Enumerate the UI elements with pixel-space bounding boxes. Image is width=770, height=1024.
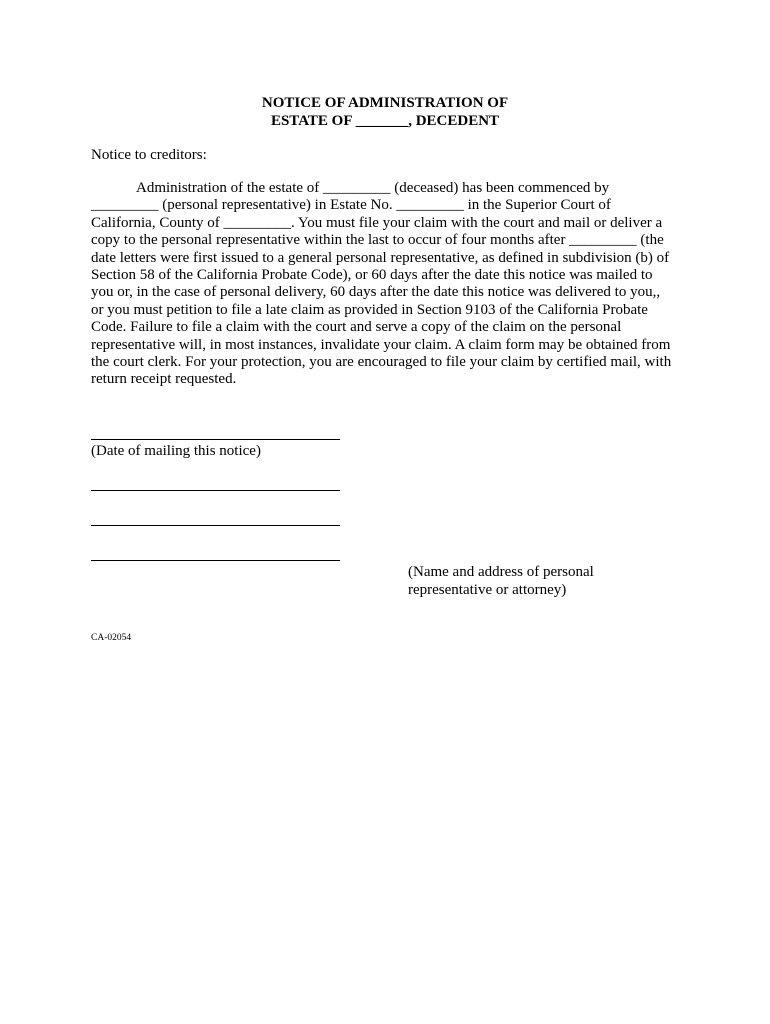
notice-body-paragraph	[91, 180, 683, 389]
representative-caption-line-1: (Name and address of personal	[408, 564, 594, 580]
body-line: the court clerk. For your protection, you are encouraged to file your claim by certified mail, with	[91, 354, 672, 371]
representative-caption	[408, 564, 594, 599]
body-line: copy to the personal representative within the last to occur of four months after _________ (the	[91, 232, 664, 249]
body-line: date letters were first issued to a general personal representative, as defined in subdivision (b) of	[91, 249, 670, 266]
body-line: Administration of the estate of _________ (deceased) has been commenced by	[136, 180, 610, 196]
body-line: representative will, in most instances, invalidate your claim. A claim form may be obtained from	[91, 336, 671, 353]
body-line: return receipt requested.	[91, 371, 237, 388]
representative-address-line-1	[91, 525, 340, 526]
body-line: or you must petition to file a late claim as provided in Section 9103 of the California Probate	[91, 301, 648, 318]
notice-to-creditors-label: Notice to creditors:	[91, 147, 207, 163]
representative-address-line-2	[91, 560, 340, 561]
form-code: CA-02054	[91, 633, 132, 643]
date-of-mailing-line	[91, 439, 340, 440]
body-line: you or, in the case of personal delivery, 60 days after the date this notice was delivered to you,,	[91, 284, 661, 301]
body-line: Code. Failure to file a claim with the court and serve a copy of the claim on the personal	[91, 319, 622, 336]
body-line: California, County of _________. You must file your claim with the court and mail or deliver a	[91, 214, 663, 231]
date-of-mailing-caption: (Date of mailing this notice)	[91, 443, 261, 459]
representative-name-line	[91, 490, 340, 491]
body-line: _________ (personal representative) in Estate No. _________ in the Superior Court of	[91, 197, 611, 214]
representative-caption-line-2: representative or attorney)	[408, 581, 567, 598]
document-title-line-2: ESTATE OF _______, DECEDENT	[270, 113, 500, 129]
body-line: Section 58 of the California Probate Code), or 60 days after the date this notice was mailed to	[91, 267, 653, 284]
document-title-line-1: NOTICE OF ADMINISTRATION OF	[261, 95, 509, 111]
